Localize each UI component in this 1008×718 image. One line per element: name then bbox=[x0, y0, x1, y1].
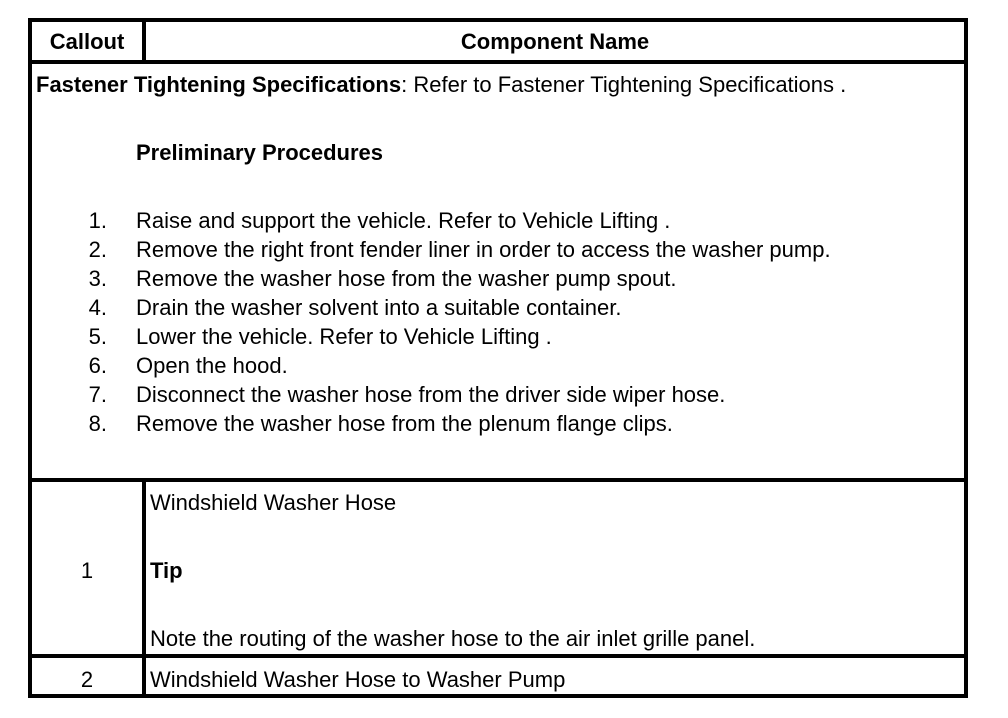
callout-1: 1 bbox=[80, 558, 94, 583]
step-text: Remove the washer hose from the washer pump spout. bbox=[136, 266, 677, 291]
step-text: Disconnect the washer hose from the driver side wiper hose. bbox=[136, 382, 726, 407]
step-number: 7. bbox=[88, 382, 107, 407]
row-divider bbox=[32, 654, 964, 658]
step-number: 4. bbox=[88, 295, 107, 320]
step-text: Remove the washer hose from the plenum flange clips. bbox=[136, 411, 673, 436]
step-text: Open the hood. bbox=[136, 353, 288, 378]
step-number: 1. bbox=[88, 208, 107, 233]
step-number: 8. bbox=[88, 411, 107, 436]
column-divider bbox=[142, 482, 146, 698]
fastener-spec-line bbox=[36, 72, 846, 98]
step-number: 6. bbox=[88, 353, 107, 378]
step-text: Drain the washer solvent into a suitable container. bbox=[136, 295, 622, 320]
step-number: 5. bbox=[88, 324, 107, 349]
component-name-1: Windshield Washer Hose bbox=[150, 490, 397, 515]
row-divider bbox=[32, 478, 964, 482]
fastener-spec-label: Fastener Tightening Specifications bbox=[36, 72, 402, 97]
step-number: 3. bbox=[88, 266, 107, 291]
step-text: Lower the vehicle. Refer to Vehicle Lifting . bbox=[136, 324, 552, 349]
fastener-spec-text: Refer to Fastener Tightening Specifications . bbox=[407, 72, 847, 97]
row-divider bbox=[32, 60, 964, 64]
step-number: 2. bbox=[88, 237, 107, 262]
header-callout: Callout bbox=[49, 29, 125, 54]
header-component-name: Component Name bbox=[460, 29, 650, 54]
component-name-2: Windshield Washer Hose to Washer Pump bbox=[150, 667, 566, 692]
step-text: Raise and support the vehicle. Refer to Vehicle Lifting . bbox=[136, 208, 671, 233]
tip-label: Tip bbox=[150, 558, 183, 583]
component-table bbox=[28, 18, 968, 698]
callout-2: 2 bbox=[80, 667, 94, 692]
preliminary-procedures-title: Preliminary Procedures bbox=[136, 140, 384, 165]
fastener-spec-colon: : bbox=[401, 72, 408, 97]
step-text: Remove the right front fender liner in order to access the washer pump. bbox=[136, 237, 831, 262]
tip-text: Note the routing of the washer hose to the air inlet grille panel. bbox=[150, 626, 756, 651]
